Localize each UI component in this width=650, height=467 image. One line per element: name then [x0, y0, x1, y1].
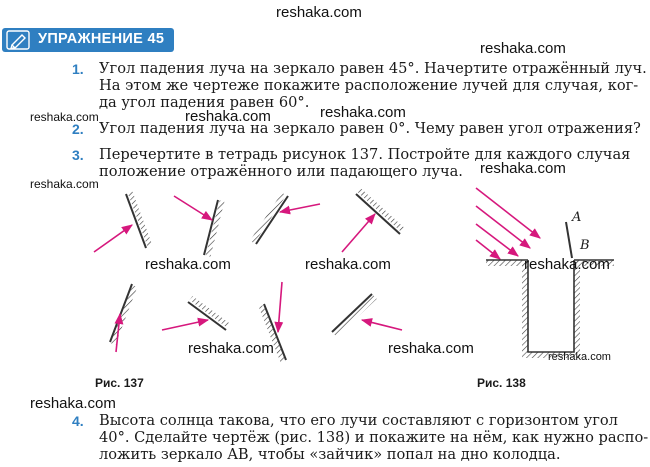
- task-text-line: На этом же чертеже покажите расположение лучей для случая, ког-: [99, 77, 639, 94]
- task-number: 1.: [72, 61, 84, 77]
- mirror-case-6: [162, 298, 229, 330]
- watermark: reshaka.com: [388, 340, 474, 357]
- task-text-line: Угол падения луча на зеркало равен 45°. Начертите отражённый луч.: [99, 60, 647, 77]
- mirror-case-2: [174, 196, 222, 256]
- pencil-icon: [6, 30, 30, 50]
- watermark: reshaka.com: [548, 351, 611, 363]
- mirror-case-4: [342, 190, 403, 252]
- exercise-banner: [2, 28, 174, 52]
- exercise-title: УПРАЖНЕНИЕ 45: [38, 31, 165, 47]
- task-text-line: положение отражённого или падающего луча.: [99, 163, 463, 180]
- watermark: reshaka.com: [30, 395, 116, 412]
- task-number: 3.: [72, 147, 84, 163]
- task-text-line: Перечертите в тетрадь рисунок 137. Постройте для каждого случая: [99, 146, 631, 163]
- figure-138-caption: Рис. 138: [477, 376, 526, 390]
- watermark: reshaka.com: [305, 256, 391, 273]
- task-text-line: ложить зеркало AB, чтобы «зайчик» попал на дно колодца.: [99, 446, 561, 463]
- watermark: reshaka.com: [276, 4, 362, 21]
- task-number: 2.: [72, 121, 84, 137]
- watermark: reshaka.com: [188, 340, 274, 357]
- task-text-line: Высота солнца такова, что его лучи составляют с горизонтом угол: [99, 412, 618, 429]
- watermark: reshaka.com: [185, 108, 271, 125]
- task-number: 4.: [72, 413, 84, 429]
- task-text-line: Угол падения луча на зеркало равен 0°. Чему равен угол отражения?: [99, 120, 641, 137]
- label-b: B: [580, 238, 590, 253]
- task-text-line: да угол падения равен 60°.: [99, 94, 310, 111]
- mirror-case-8: [332, 294, 402, 335]
- watermark: reshaka.com: [320, 104, 406, 121]
- watermark: reshaka.com: [30, 110, 99, 124]
- label-a: A: [572, 210, 582, 225]
- watermark: reshaka.com: [480, 40, 566, 57]
- mirror-case-1: [94, 192, 150, 252]
- figure-137-caption: Рис. 137: [95, 376, 144, 390]
- mirror-case-5: [110, 284, 135, 352]
- mirror-case-3: [252, 194, 320, 244]
- watermark: reshaka.com: [30, 177, 99, 191]
- watermark: reshaka.com: [480, 160, 566, 177]
- watermark: reshaka.com: [145, 256, 231, 273]
- task-text-line: 40°. Сделайте чертёж (рис. 138) и покажите на нём, как нужно распо-: [99, 429, 649, 446]
- watermark: reshaka.com: [524, 256, 610, 273]
